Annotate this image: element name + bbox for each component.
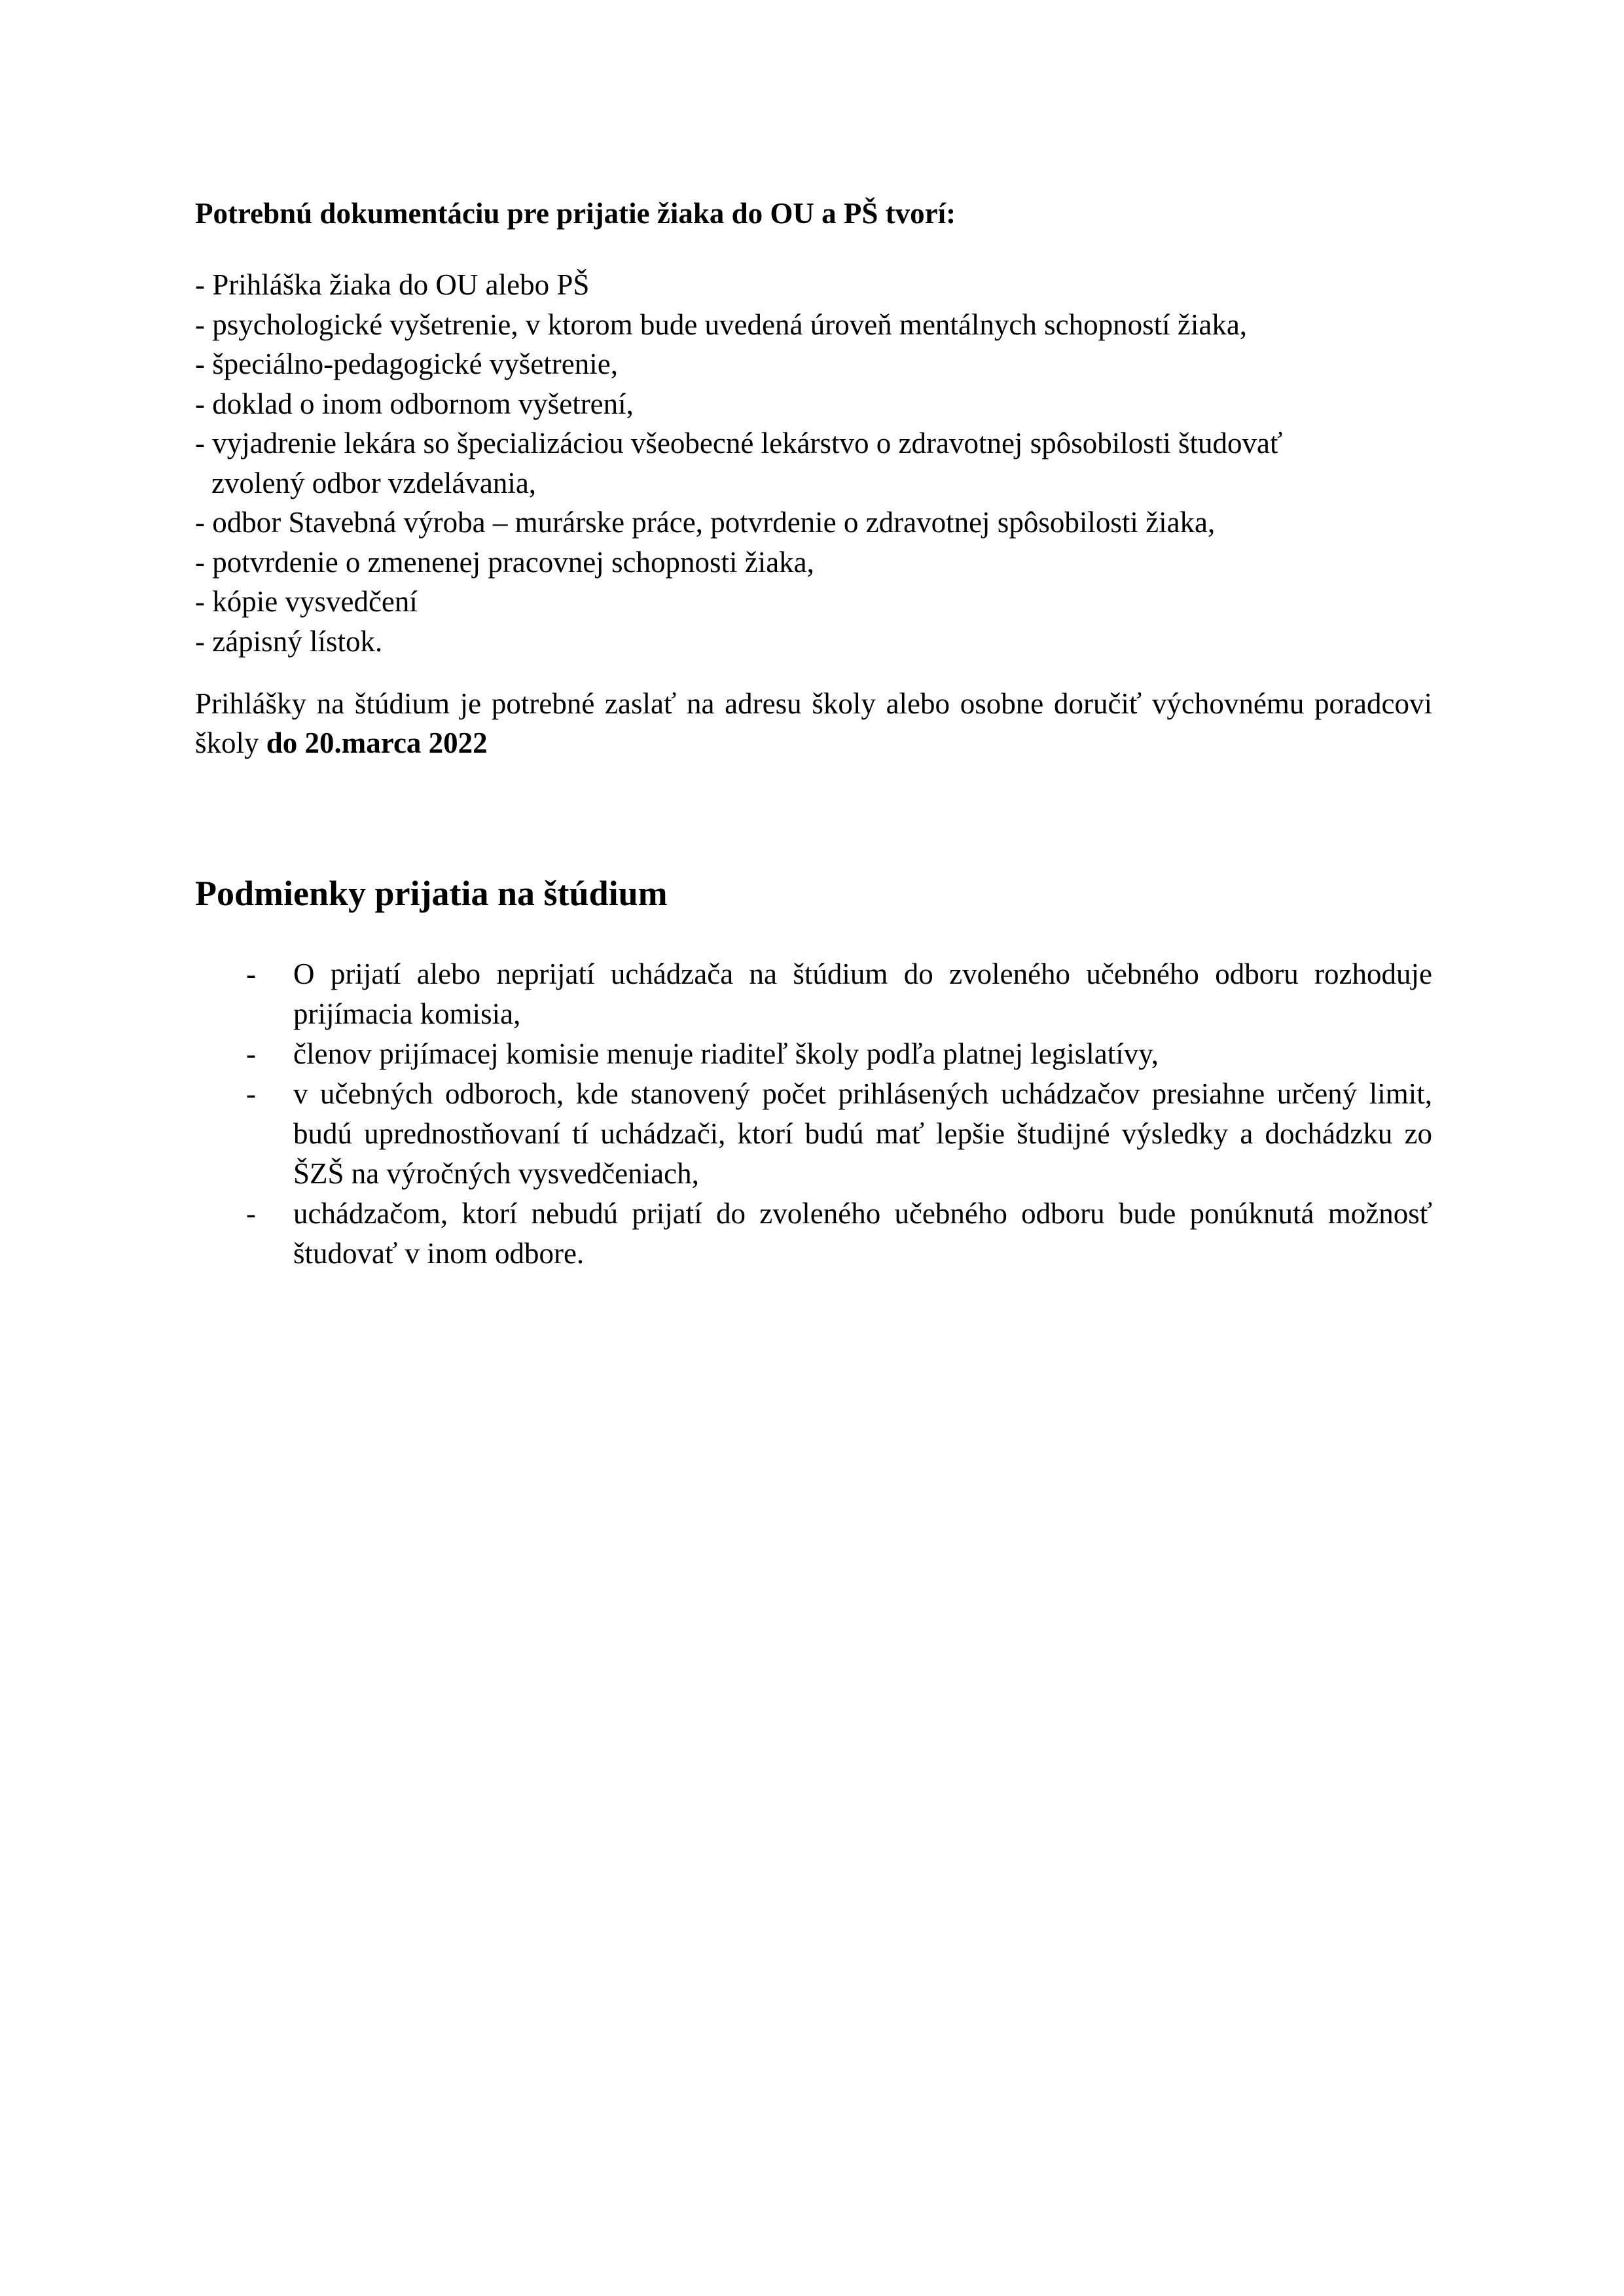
condition-text: členov prijímacej komisie menuje riaditeľ školy podľa platnej legislatívy, <box>293 1037 1159 1070</box>
documents-list-item: - psychologické vyšetrenie, v ktorom bude uvedená úroveň mentálnych schopností žiaka, <box>195 308 1248 341</box>
documents-list-item: - kópie vysvedčení <box>195 585 418 618</box>
condition-text: v učebných odboroch, kde stanovený počet prihlásených uchádzačov presiahne určený limit, budú uprednostňovaní tí uchádzači, ktorí budú mať lepšie študijné výsledky a dochádzku zo ŠZŠ na výročných vysvedčeniach, <box>293 1077 1432 1190</box>
condition-text: uchádzačom, ktorí nebudú prijatí do zvoleného učebného odboru bude ponúknutá možnosť študovať v inom odbore. <box>293 1197 1432 1270</box>
documents-list-item: - zápisný lístok. <box>195 624 383 658</box>
list-bullet: - <box>246 958 256 990</box>
list-bullet: - <box>246 1077 256 1110</box>
documents-heading: Potrebnú dokumentáciu pre prijatie žiaka do OU a PŠ tvorí: <box>195 197 956 230</box>
submission-notice <box>195 684 1432 762</box>
conditions-list-item <box>195 1034 1432 1074</box>
conditions-title: Podmienky prijatia na štúdium <box>195 874 668 913</box>
continuation-text: zvolený odbor vzdelávania, <box>211 466 537 499</box>
documents-list-item: - doklad o inom odbornom vyšetrení, <box>195 387 634 420</box>
documents-list-item: - vyjadrenie lekára so špecializáciou všeobecné lekárstvo o zdravotnej spôsobilosti študovať <box>195 427 1283 459</box>
documents-list-item: - Prihláška žiaka do OU alebo PŠ <box>195 268 590 301</box>
conditions-list <box>195 954 1432 1274</box>
documents-list-item: - potvrdenie o zmenenej pracovnej schopnosti žiaka, <box>195 545 814 579</box>
list-bullet: - <box>246 1037 256 1070</box>
conditions-list-item <box>195 954 1432 1034</box>
documents-list <box>195 265 1432 661</box>
list-bullet: - <box>246 1197 256 1230</box>
deadline: do 20.marca 2022 <box>266 726 488 759</box>
conditions-list-item <box>195 1194 1432 1274</box>
condition-text: O prijatí alebo neprijatí uchádzača na štúdium do zvoleného učebného odboru rozhoduje prijímacia komisia, <box>293 958 1432 1030</box>
documents-list-item: - špeciálno-pedagogické vyšetrenie, <box>195 348 618 380</box>
documents-list-item: - odbor Stavebná výroba – murárske práce, potvrdenie o zdravotnej spôsobilosti žiaka, <box>195 506 1216 539</box>
notice-text: Prihlášky na štúdium je potrebné zaslať na adresu školy alebo osobne doručiť výchovnému poradcovi školy <box>195 687 1432 759</box>
conditions-list-item <box>195 1074 1432 1194</box>
documents-list-item-continuation <box>195 463 1432 503</box>
